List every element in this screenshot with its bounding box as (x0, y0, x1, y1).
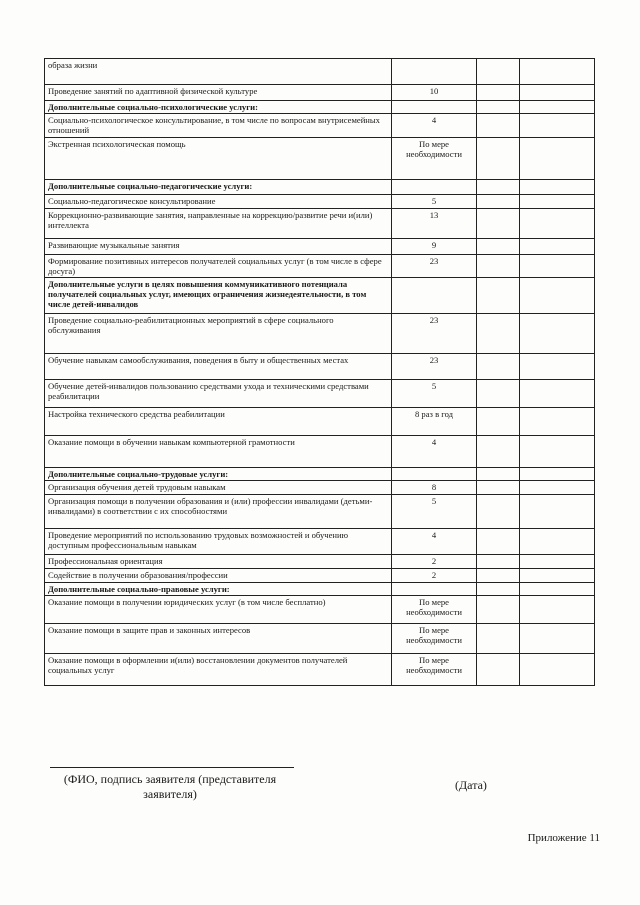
service-name-cell: Проведение социально-реабилитационных мероприятий в сфере социального обслуживания (45, 314, 392, 354)
section-header-row (45, 180, 595, 195)
service-name-cell: Проведение мероприятий по использованию трудовых возможностей и обучению доступным профессиональным навыкам (45, 529, 392, 555)
section-header-row (45, 468, 595, 481)
service-name-cell: Дополнительные социально-правовые услуги: (45, 583, 392, 596)
empty-cell (520, 468, 595, 481)
service-frequency-cell: По мере необходимости (392, 624, 477, 654)
service-frequency-cell: 9 (392, 239, 477, 255)
empty-cell (477, 529, 520, 555)
empty-cell (477, 195, 520, 209)
table-row (45, 195, 595, 209)
table-row (45, 114, 595, 138)
service-name-cell: Дополнительные социально-психологические услуги: (45, 101, 392, 114)
signature-line (50, 767, 294, 768)
services-table (44, 58, 595, 686)
table-row (45, 555, 595, 569)
service-frequency-cell (392, 101, 477, 114)
table-row (45, 314, 595, 354)
empty-cell (520, 278, 595, 314)
empty-cell (520, 195, 595, 209)
table-row (45, 354, 595, 380)
empty-cell (477, 255, 520, 278)
empty-cell (477, 209, 520, 239)
empty-cell (477, 555, 520, 569)
empty-cell (477, 239, 520, 255)
service-name-cell: Социально-педагогическое консультирование (45, 195, 392, 209)
empty-cell (520, 314, 595, 354)
empty-cell (477, 278, 520, 314)
service-frequency-cell: 4 (392, 114, 477, 138)
table-row (45, 624, 595, 654)
empty-cell (520, 408, 595, 436)
empty-cell (477, 495, 520, 529)
empty-cell (477, 59, 520, 85)
service-frequency-cell: 4 (392, 436, 477, 468)
table-row (45, 654, 595, 686)
service-name-cell: Развивающие музыкальные занятия (45, 239, 392, 255)
service-name-cell: Содействие в получении образования/профессии (45, 569, 392, 583)
empty-cell (477, 583, 520, 596)
empty-cell (520, 555, 595, 569)
service-frequency-cell: 23 (392, 255, 477, 278)
service-frequency-cell: 5 (392, 495, 477, 529)
services-table-body (45, 59, 595, 686)
service-frequency-cell: 2 (392, 555, 477, 569)
service-name-cell: Организация помощи в получении образования и (или) профессии инвалидами (детьми-инвалидами) в соответствии с их способностями (45, 495, 392, 529)
empty-cell (477, 85, 520, 101)
table-row (45, 59, 595, 85)
table-row (45, 209, 595, 239)
service-name-cell: Дополнительные услуги в целях повышения коммуникативного потенциала получателей социальных услуг, имеющих ограничения жизнедеятельности, в том числе детей-инвалидов (45, 278, 392, 314)
empty-cell (520, 624, 595, 654)
service-frequency-cell (392, 180, 477, 195)
empty-cell (477, 596, 520, 624)
service-frequency-cell: 23 (392, 314, 477, 354)
empty-cell (477, 180, 520, 195)
empty-cell (520, 101, 595, 114)
service-name-cell: Организация обучения детей трудовым навыкам (45, 481, 392, 495)
empty-cell (477, 408, 520, 436)
signature-label: (ФИО, подпись заявителя (представителя заявителя) (63, 772, 277, 801)
section-header-row (45, 101, 595, 114)
section-header-row (45, 583, 595, 596)
empty-cell (520, 596, 595, 624)
table-row (45, 529, 595, 555)
service-name-cell: Дополнительные социально-педагогические услуги: (45, 180, 392, 195)
service-name-cell: Экстренная психологическая помощь (45, 138, 392, 180)
table-row (45, 255, 595, 278)
table-row (45, 380, 595, 408)
empty-cell (520, 209, 595, 239)
empty-cell (520, 583, 595, 596)
service-name-cell: Коррекционно-развивающие занятия, направленные на коррекцию/развитие речи и(или) интеллекта (45, 209, 392, 239)
empty-cell (477, 101, 520, 114)
service-name-cell: Оказание помощи в оформлении и(или) восстановлении документов получателей социальных услуг (45, 654, 392, 686)
empty-cell (520, 654, 595, 686)
table-row (45, 495, 595, 529)
empty-cell (520, 380, 595, 408)
table-row (45, 481, 595, 495)
service-name-cell: Формирование позитивных интересов получателей социальных услуг (в том числе в сфере досуга) (45, 255, 392, 278)
service-frequency-cell: 8 (392, 481, 477, 495)
empty-cell (477, 314, 520, 354)
empty-cell (520, 529, 595, 555)
service-frequency-cell: По мере необходимости (392, 654, 477, 686)
date-label: (Дата) (455, 778, 487, 792)
empty-cell (520, 569, 595, 583)
table-row (45, 596, 595, 624)
service-frequency-cell: 5 (392, 380, 477, 408)
empty-cell (520, 239, 595, 255)
empty-cell (520, 436, 595, 468)
service-frequency-cell: По мере необходимости (392, 138, 477, 180)
empty-cell (477, 354, 520, 380)
empty-cell (477, 138, 520, 180)
table-row (45, 436, 595, 468)
table-row (45, 569, 595, 583)
service-name-cell: Оказание помощи в защите прав и законных интересов (45, 624, 392, 654)
service-name-cell: Оказание помощи в получении юридических услуг (в том числе бесплатно) (45, 596, 392, 624)
empty-cell (477, 380, 520, 408)
table-row (45, 138, 595, 180)
service-name-cell: Обучение навыкам самообслуживания, поведения в быту и общественных местах (45, 354, 392, 380)
empty-cell (477, 624, 520, 654)
service-name-cell: Дополнительные социально-трудовые услуги: (45, 468, 392, 481)
service-frequency-cell (392, 468, 477, 481)
appendix-label: Приложение 11 (527, 832, 600, 844)
empty-cell (477, 654, 520, 686)
service-frequency-cell: 13 (392, 209, 477, 239)
section-header-row (45, 278, 595, 314)
empty-cell (520, 495, 595, 529)
empty-cell (477, 569, 520, 583)
table-row (45, 239, 595, 255)
table-row (45, 408, 595, 436)
empty-cell (520, 114, 595, 138)
service-name-cell: Социально-психологическое консультирование, в том числе по вопросам внутрисемейных отношений (45, 114, 392, 138)
empty-cell (477, 468, 520, 481)
service-frequency-cell: 23 (392, 354, 477, 380)
service-name-cell: образа жизни (45, 59, 392, 85)
empty-cell (477, 114, 520, 138)
service-frequency-cell: 8 раз в год (392, 408, 477, 436)
service-name-cell: Профессиональная ориентация (45, 555, 392, 569)
empty-cell (520, 255, 595, 278)
service-frequency-cell (392, 278, 477, 314)
empty-cell (520, 85, 595, 101)
empty-cell (520, 481, 595, 495)
service-frequency-cell: По мере необходимости (392, 596, 477, 624)
empty-cell (477, 481, 520, 495)
service-frequency-cell: 5 (392, 195, 477, 209)
empty-cell (520, 354, 595, 380)
table-row (45, 85, 595, 101)
empty-cell (520, 180, 595, 195)
empty-cell (520, 138, 595, 180)
service-name-cell: Настройка технического средства реабилитации (45, 408, 392, 436)
service-name-cell: Проведение занятий по адаптивной физической культуре (45, 85, 392, 101)
service-frequency-cell (392, 583, 477, 596)
service-frequency-cell: 4 (392, 529, 477, 555)
service-name-cell: Оказание помощи в обучении навыкам компьютерной грамотности (45, 436, 392, 468)
service-name-cell: Обучение детей-инвалидов пользованию средствами ухода и техническими средствами реабилитации (45, 380, 392, 408)
empty-cell (520, 59, 595, 85)
service-frequency-cell (392, 59, 477, 85)
empty-cell (477, 436, 520, 468)
service-frequency-cell: 10 (392, 85, 477, 101)
service-frequency-cell: 2 (392, 569, 477, 583)
